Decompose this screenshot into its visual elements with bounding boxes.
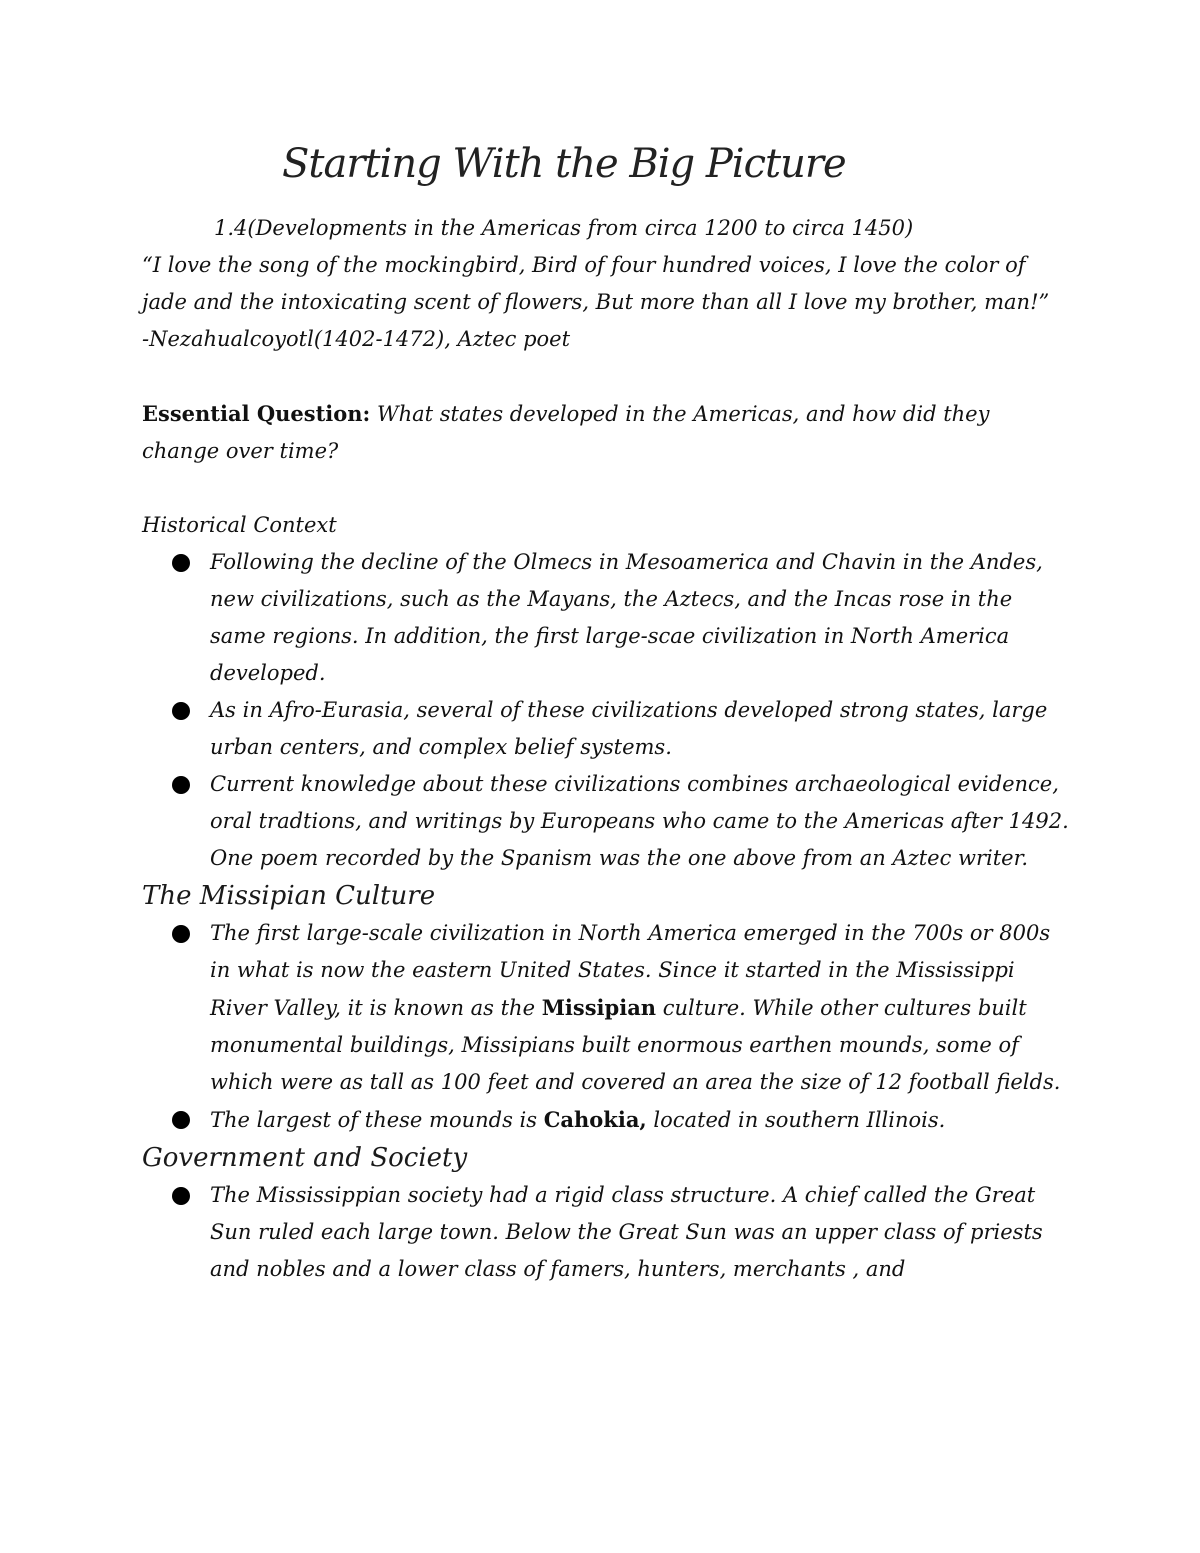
list-item [210,1177,1072,1288]
historical-context-heading: Historical Context [142,513,337,537]
quote-attribution: -Nezahualcoyotl(1402-1472), Aztec poet [142,327,571,351]
essential-question-label: Essential Question: [142,401,371,426]
list-item-text: The Mississippian society had a rigid class structure. A chief called the Great Sun ruled each large town. Below the Great Sun was an upper class of priests and nobles and a lower class of famers, hunters, merchants , and [210,1183,1043,1281]
spacer [142,358,1072,395]
essential-question-text: What states developed in the Americas, and how did they change over time? [142,402,990,463]
page-title: Starting With the Big Picture [282,141,846,187]
section-heading-government: Government and Society [142,1143,468,1173]
list-item [210,915,1072,1101]
bullet-icon [172,702,190,720]
list-item [210,692,1072,766]
list-item-text: As in Afro-Eurasia, several of these civilizations developed strong states, large urban centers, and complex belief systems. [210,698,1048,759]
bullet-icon [172,554,190,572]
list-item-text: Current knowledge about these civilizations combines archaeological evidence, oral tradtions, and writings by Europeans who came to the Americas after 1492. One poem recorded by the Spanism was the one above from an Aztec writer. [210,772,1069,870]
bullet-icon [172,776,190,794]
historical-context-list [142,544,1072,877]
document-body [142,210,1072,1288]
missipian-list [142,915,1072,1139]
essential-question [142,395,1072,470]
section-heading-missipian: The Missipian Culture [142,881,436,911]
spacer [142,470,1072,507]
list-item-text: Following the decline of the Olmecs in Mesoamerica and Chavin in the Andes, new civilizations, such as the Mayans, the Aztecs, and the Incas rose in the same regions. In addition, the first large-scae civilization in North America developed. [210,550,1043,685]
list-item [210,544,1072,692]
list-item-text: culture. While other cultures built monumental buildings, Missipians built enormous earthen mounds, some of which were as tall as 100 feet and covered an area the size of 12 football fields. [210,996,1061,1094]
list-item-text: The largest of these mounds is [210,1108,544,1132]
bold-term: Missipian [541,995,657,1020]
bold-term: Cahokia, [543,1107,647,1132]
bullet-icon [172,925,190,943]
government-list [142,1177,1072,1288]
bullet-icon [172,1111,190,1129]
list-item [210,766,1072,877]
list-item [210,1101,1072,1139]
list-item-text: located in southern Illinois. [646,1108,946,1132]
unit-heading: 1.4(Developments in the Americas from circa 1200 to circa 1450) [214,216,914,240]
bullet-icon [172,1187,190,1205]
list-item-text: The first large-scale civilization in North America emerged in the 700s or 800s in what is now the eastern United States. Since it started in the Mississippi River Valley, it is known as the [210,921,1051,1020]
quote: “I love the song of the mockingbird, Bird of four hundred voices, I love the color of jade and the intoxicating scent of flowers, But more than all I love my brother, man!” [142,253,1050,314]
